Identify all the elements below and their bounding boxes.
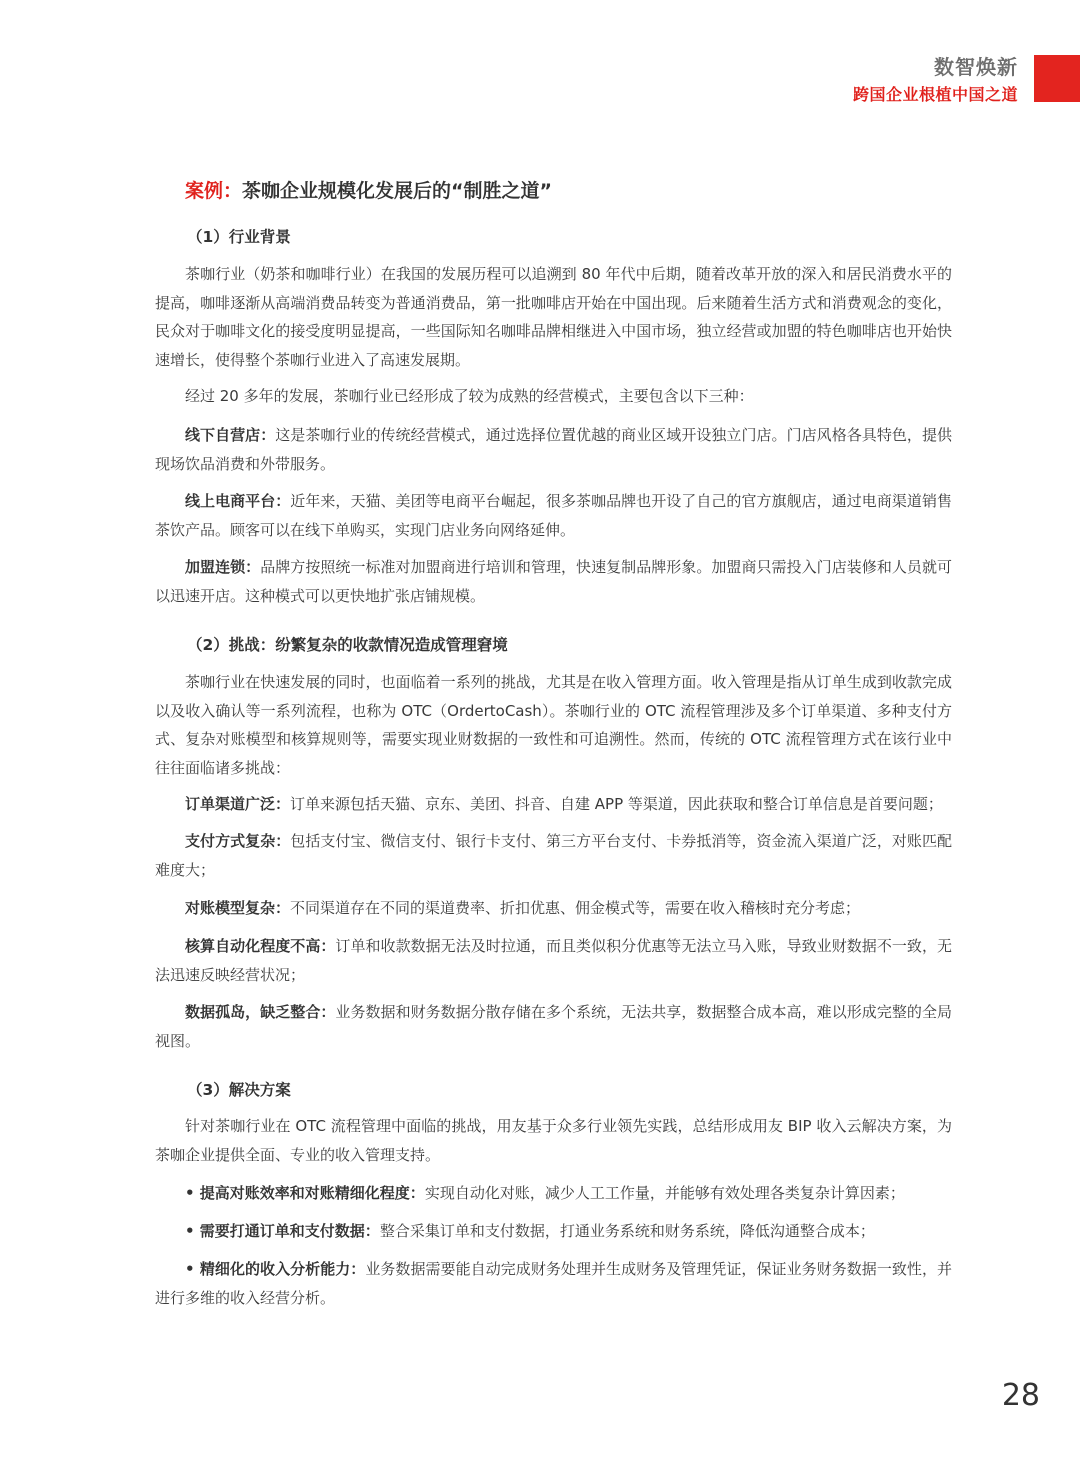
item-label: 核算自动化程度不高： <box>185 937 336 955</box>
item-label: 线下自营店： <box>185 426 276 444</box>
item-label: • 提高对账效率和对账精细化程度： <box>185 1184 425 1202</box>
section-heading-3: （3）解决方案 <box>187 1081 291 1099</box>
item-text: 业务数据需要能自动完成财务处理并生成财务及管理凭证，保证业务财务数据一致性，并进行多维的收入经营分析。 <box>155 1260 952 1307</box>
paragraph: 针对茶咖行业在 OTC 流程管理中面临的挑战，用友基于众多行业领先实践，总结形成用友 BIP 收入云解决方案，为茶咖企业提供全面、专业的收入管理支持。 <box>155 1117 952 1164</box>
case-title-text: 茶咖企业规模化发展后的“制胜之道” <box>242 180 552 202</box>
item-text: 业务数据和财务数据分散存储在多个系统，无法共享，数据整合成本高，难以形成完整的全局视图。 <box>155 1003 952 1050</box>
header-title: 数智焕新 <box>934 55 1018 79</box>
item-text: 包括支付宝、微信支付、银行卡支付、第三方平台支付、卡券抵消等，资金流入渠道广泛，对账匹配难度大； <box>155 832 952 879</box>
section-heading-1: （1）行业背景 <box>187 228 291 246</box>
item-text: 整合采集订单和支付数据，打通业务系统和财务系统，降低沟通整合成本； <box>379 1222 875 1240</box>
list-item <box>155 790 952 819</box>
item-label: • 精细化的收入分析能力： <box>185 1260 366 1278</box>
item-text: 近年来，天猫、美团等电商平台崛起，很多茶咖品牌也开设了自己的官方旗舰店，通过电商渠道销售茶饮产品。顾客可以在线下单购买，实现门店业务向网络延伸。 <box>155 492 952 539</box>
item-label: 数据孤岛，缺乏整合： <box>185 1003 336 1021</box>
list-item <box>155 932 952 989</box>
item-text: 不同渠道存在不同的渠道费率、折扣优惠、佣金模式等，需要在收入稽核时充分考虑； <box>290 899 861 917</box>
paragraph: 茶咖行业（奶茶和咖啡行业）在我国的发展历程可以追溯到 80 年代中后期，随着改革开放的深入和居民消费水平的提高，咖啡逐渐从高端消费品转变为普通消费品，第一批咖啡店开始在中国出现。后来随着生活方式和消费观念的变化，民众对于咖啡文化的接受度明显提高，一些国际知名咖啡品牌相继进入中国市场，独立经营或加盟的特色咖啡店也开始快速增长，使得整个茶咖行业进入了高速发展期。 <box>155 265 952 369</box>
list-item <box>155 827 952 884</box>
bullet-item <box>155 1179 952 1208</box>
list-item <box>155 421 952 478</box>
paragraph: 茶咖行业在快速发展的同时，也面临着一系列的挑战，尤其是在收入管理方面。收入管理是指从订单生成到收款完成以及收入确认等一系列流程，也称为 OTC（OrdertoCash）。茶咖行业的 OTC 流程管理涉及多个订单渠道、多种支付方式、复杂对账模型和核算规则等，需要实现业财数据的一致性和可追溯性。然而，传统的 OTC 流程管理方式在该行业中往往面临诸多挑战： <box>155 673 952 777</box>
case-title-label: 案例： <box>185 180 243 202</box>
list-item <box>155 998 952 1055</box>
item-text: 订单和收款数据无法及时拉通，而且类似积分优惠等无法立马入账，导致业财数据不一致，无法迅速反映经营状况； <box>155 937 952 984</box>
list-item <box>155 894 952 923</box>
page-number: 28 <box>1001 1378 1040 1413</box>
item-text: 品牌方按照统一标准对加盟商进行培训和管理，快速复制品牌形象。加盟商只需投入门店装修和人员就可以迅速开店。这种模式可以更快地扩张店铺规模。 <box>155 558 952 605</box>
list-item <box>155 487 952 544</box>
bullet-item <box>155 1217 952 1246</box>
bullet-item <box>155 1255 952 1312</box>
list-item <box>155 553 952 610</box>
paragraph: 经过 20 多年的发展，茶咖行业已经形成了较为成熟的经营模式，主要包含以下三种： <box>185 387 754 405</box>
item-label: 支付方式复杂： <box>185 832 291 850</box>
item-label: 对账模型复杂： <box>185 899 291 917</box>
item-label: • 需要打通订单和支付数据： <box>185 1222 380 1240</box>
section-heading-2: （2）挑战：纷繁复杂的收款情况造成管理窘境 <box>187 636 508 654</box>
case-title <box>185 176 952 206</box>
header-red-block <box>1034 55 1080 102</box>
item-label: 线上电商平台： <box>185 492 291 510</box>
item-text: 这是茶咖行业的传统经营模式，通过选择位置优越的商业区域开设独立门店。门店风格各具特色，提供现场饮品消费和外带服务。 <box>155 426 952 473</box>
item-label: 订单渠道广泛： <box>185 795 291 813</box>
item-text: 订单来源包括天猫、京东、美团、抖音、自建 APP 等渠道，因此获取和整合订单信息是首要问题； <box>290 795 943 813</box>
item-text: 实现自动化对账，减少人工工作量，并能够有效处理各类复杂计算因素； <box>424 1184 905 1202</box>
item-label: 加盟连锁： <box>185 558 261 576</box>
running-header <box>853 52 1018 108</box>
header-subtitle: 跨国企业根植中国之道 <box>852 85 1018 104</box>
